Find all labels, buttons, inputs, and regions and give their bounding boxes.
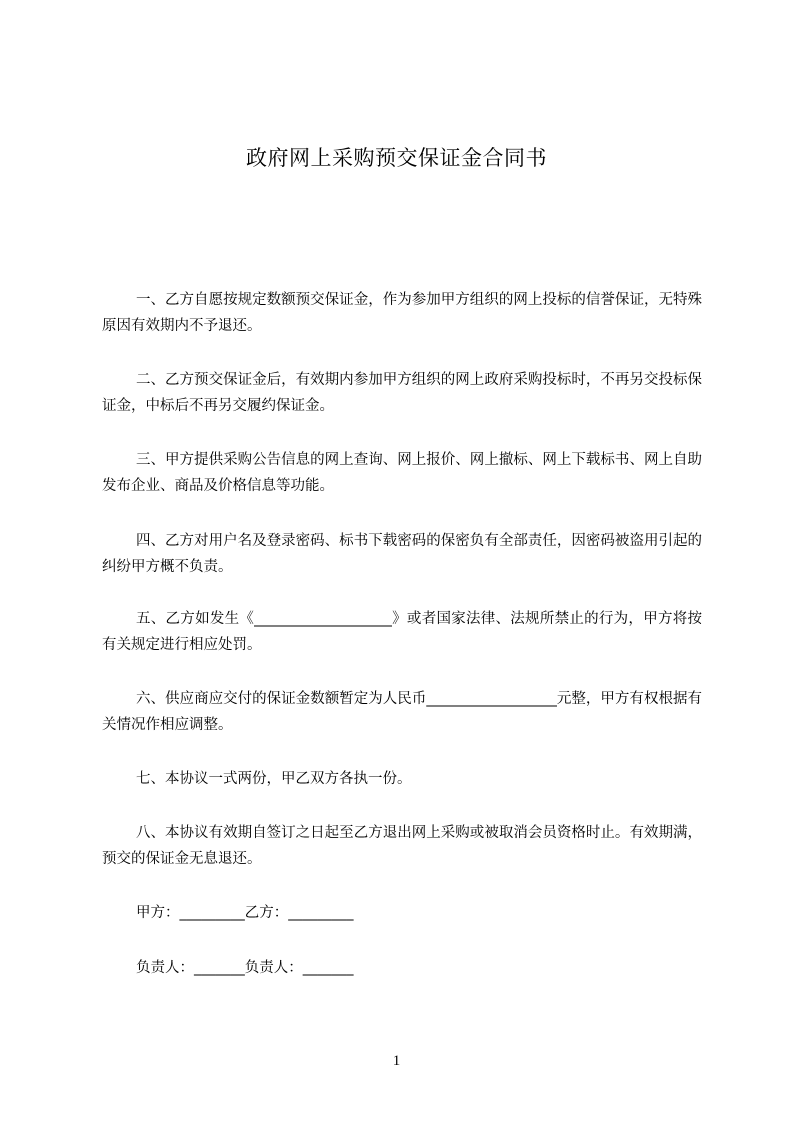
clause-3: 三、甲方提供采购公告信息的网上查询、网上报价、网上撤标、网上下载标书、网上自助发布企业、商品及价格信息等功能。 bbox=[102, 452, 702, 494]
party-signature-line: 甲方：_________乙方：_________ bbox=[136, 905, 354, 921]
clause-5: 五、乙方如发生《___________________》或者国家法律、法规所禁止的行为，甲方将按有关规定进行相应处罚。 bbox=[102, 611, 702, 653]
document-title: 政府网上采购预交保证金合同书 bbox=[246, 146, 547, 170]
page-number: 1 bbox=[392, 1053, 401, 1069]
clause-8: 八、本协议有效期自签订之日起至乙方退出网上采购或被取消会员资格时止。有效期满，预交的保证金无息退还。 bbox=[102, 825, 702, 867]
clause-4: 四、乙方对用户名及登录密码、标书下载密码的保密负有全部责任，因密码被盗用引起的纠纷甲方概不负责。 bbox=[102, 533, 702, 575]
clause-1: 一、乙方自愿按规定数额预交保证金，作为参加甲方组织的网上投标的信誉保证，无特殊原因有效期内不予退还。 bbox=[102, 292, 702, 334]
clause-7: 七、本协议一式两份，甲乙双方各执一份。 bbox=[136, 771, 412, 787]
clause-2: 二、乙方预交保证金后，有效期内参加甲方组织的网上政府采购投标时，不再另交投标保证金，中标后不再另交履约保证金。 bbox=[102, 372, 702, 414]
clause-6: 六、供应商应交付的保证金数额暂定为人民币__________________元整，甲方有权根据有关情况作相应调整。 bbox=[102, 691, 702, 733]
representative-signature-line: 负责人：_______负责人：_______ bbox=[136, 960, 354, 976]
